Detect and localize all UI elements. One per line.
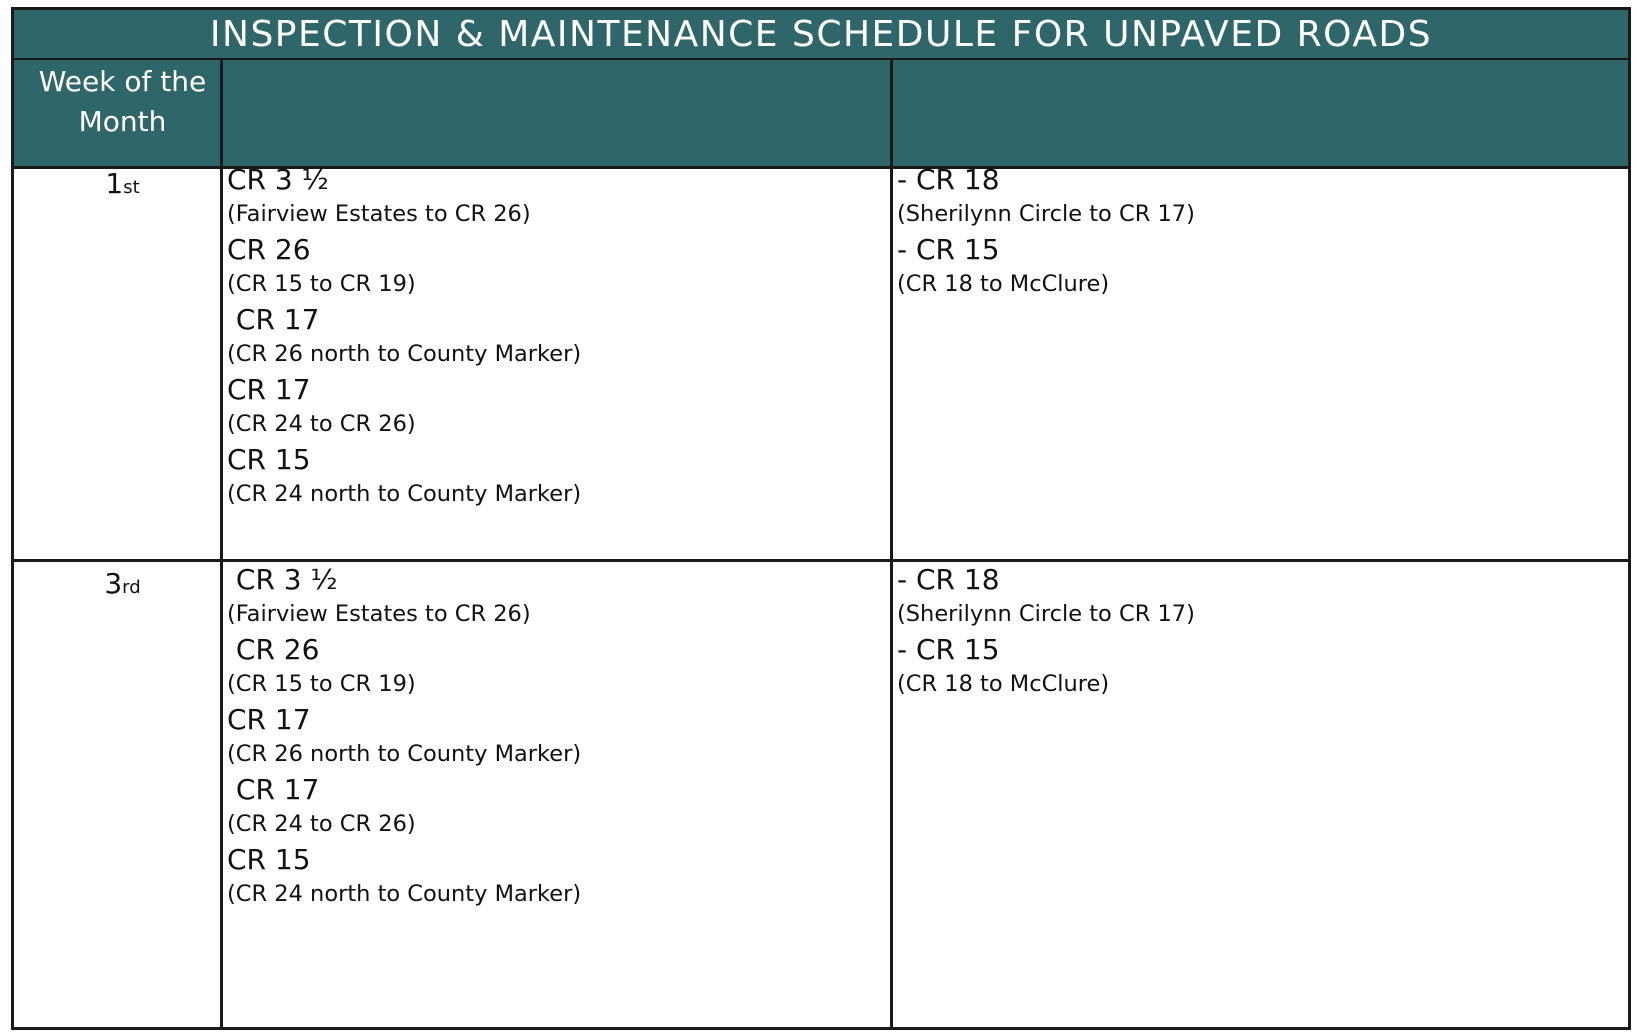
row-1-roads-col-3 <box>897 162 1617 302</box>
week-label-row-1 <box>14 167 231 200</box>
road-name: CR 3 ½ <box>227 563 338 596</box>
road-entry <box>897 562 1617 632</box>
road-name: - CR 18 <box>897 163 1000 196</box>
header-week-line-1: Week of the <box>38 65 207 98</box>
road-entry <box>897 632 1617 702</box>
road-name: CR 26 <box>227 233 311 266</box>
road-entry <box>227 162 882 232</box>
week-label-row-2 <box>14 567 231 600</box>
road-name: CR 15 <box>227 443 311 476</box>
column-divider-2 <box>890 60 893 1030</box>
week-number: 1 <box>105 167 124 200</box>
road-segment: (Fairview Estates to CR 26) <box>227 601 531 627</box>
road-entry <box>227 372 882 442</box>
road-segment: (CR 24 to CR 26) <box>227 411 416 437</box>
schedule-table <box>11 7 1631 1030</box>
week-suffix: st <box>123 177 140 198</box>
road-segment: (CR 15 to CR 19) <box>227 671 416 697</box>
road-segment: (CR 18 to McClure) <box>897 271 1110 297</box>
road-name: CR 26 <box>227 633 320 666</box>
road-name: CR 15 <box>227 843 311 876</box>
road-segment: (CR 26 north to County Marker) <box>227 341 582 367</box>
road-name: CR 17 <box>227 773 320 806</box>
road-segment: (CR 24 north to County Marker) <box>227 481 582 507</box>
road-name: - CR 15 <box>897 633 1000 666</box>
header-row <box>14 60 1628 169</box>
week-suffix: rd <box>122 577 141 598</box>
road-segment: (CR 18 to McClure) <box>897 671 1110 697</box>
road-entry <box>227 562 882 632</box>
header-week-line-2: Month <box>78 105 167 138</box>
road-name: CR 3 ½ <box>227 163 329 196</box>
road-segment: (Sherilynn Circle to CR 17) <box>897 601 1195 627</box>
road-segment: (Fairview Estates to CR 26) <box>227 201 531 227</box>
road-name: CR 17 <box>227 303 320 336</box>
row-1-roads-col-2 <box>227 162 882 512</box>
road-entry <box>227 632 882 702</box>
road-segment: (Sherilynn Circle to CR 17) <box>897 201 1195 227</box>
row-2-roads-col-2 <box>227 562 882 912</box>
road-entry <box>227 442 882 512</box>
road-entry <box>227 842 882 912</box>
road-entry <box>227 302 882 372</box>
road-entry <box>227 702 882 772</box>
road-entry <box>227 232 882 302</box>
road-name: - CR 15 <box>897 233 1000 266</box>
road-entry <box>897 232 1617 302</box>
road-segment: (CR 26 north to County Marker) <box>227 741 582 767</box>
road-entry <box>897 162 1617 232</box>
row-2-roads-col-3 <box>897 562 1617 702</box>
week-number: 3 <box>104 567 123 600</box>
road-entry <box>227 772 882 842</box>
road-name: CR 17 <box>227 703 311 736</box>
road-segment: (CR 24 north to County Marker) <box>227 881 582 907</box>
road-name: - CR 18 <box>897 563 1000 596</box>
table-title: INSPECTION & MAINTENANCE SCHEDULE FOR UNPAVED ROADS <box>14 10 1628 60</box>
road-segment: (CR 24 to CR 26) <box>227 811 416 837</box>
column-divider-1 <box>220 60 223 1030</box>
road-name: CR 17 <box>227 373 311 406</box>
header-week-of-month <box>14 60 231 166</box>
road-segment: (CR 15 to CR 19) <box>227 271 416 297</box>
